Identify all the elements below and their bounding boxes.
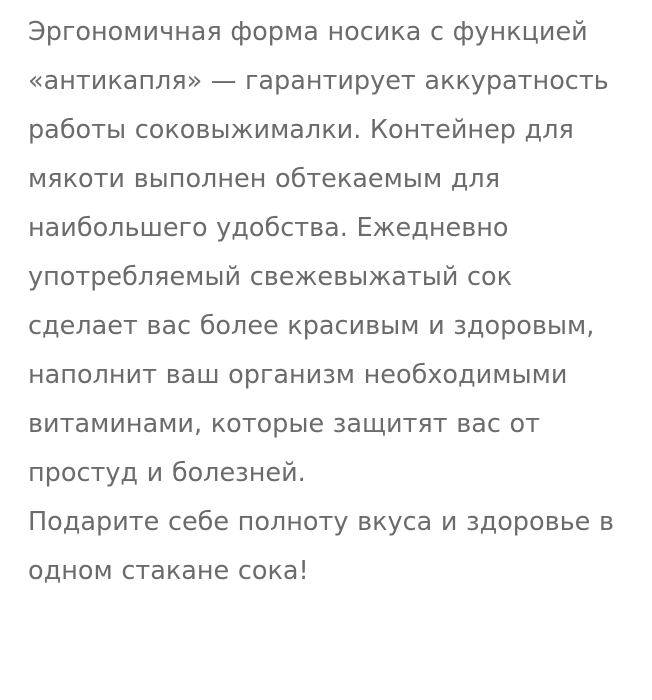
description-paragraph-2: Подарите себе полноту вкуса и здоровье в одном стакане сока! xyxy=(28,507,614,586)
product-description-block xyxy=(28,8,622,596)
description-paragraph-1: Эргономичная форма носика с функцией «антикапля» — гарантирует аккуратность работы соковыжималки. Контейнер для мякоти выполнен обтекаемым для наибольшего удобства. Ежедневно употребляемый свежевыжатый сок сделает вас более красивым и здоровым, наполнит ваш организм необходимыми витаминами, которые защитят вас от простуд и болезней. xyxy=(28,17,609,488)
